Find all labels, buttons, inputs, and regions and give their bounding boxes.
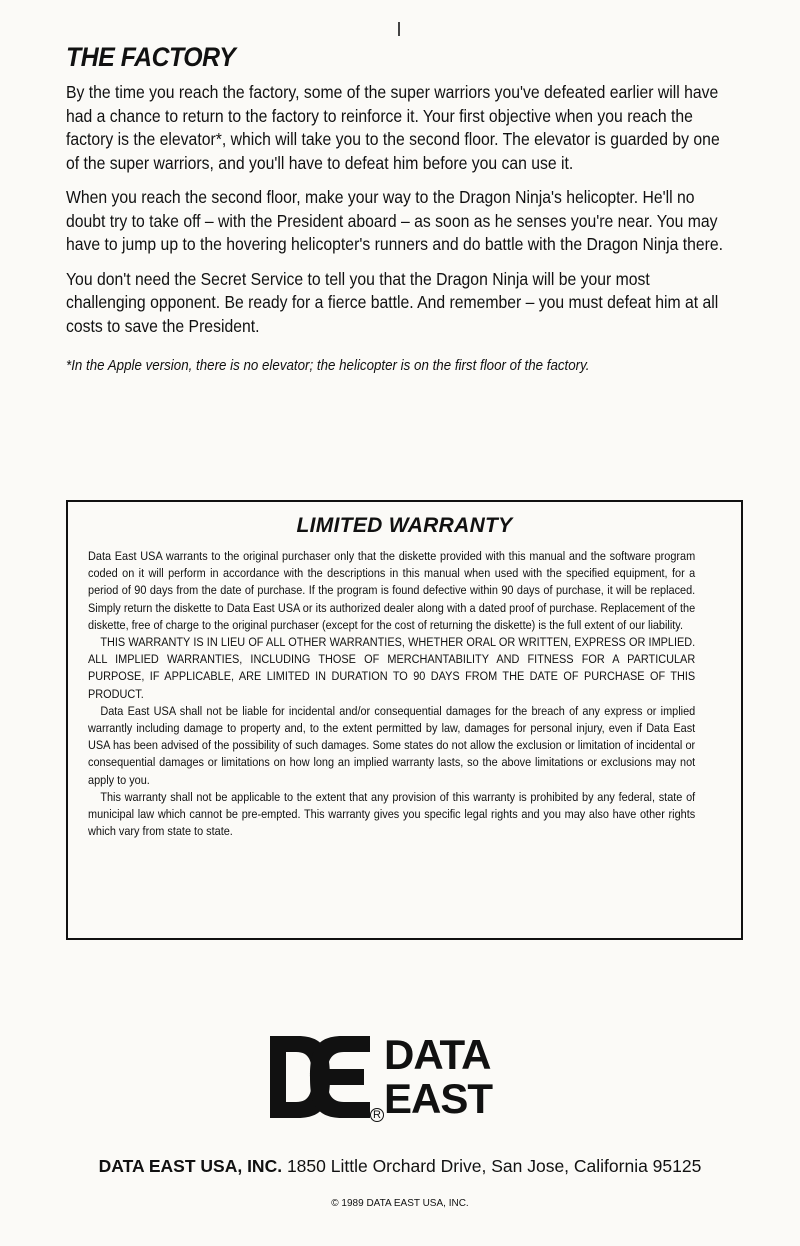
warranty-title: LIMITED WARRANTY bbox=[296, 514, 513, 537]
warranty-paragraph: THIS WARRANTY IS IN LIEU OF ALL OTHER WARRANTIES, WHETHER ORAL OR WRITTEN, EXPRESS OR IMPLIED. ALL IMPLIED WARRANTIES, INCLUDING THOSE OF MERCHANTABILITY AND FITNESS FOR A PARTICULAR PURPOSE, IF APPLICABLE, ARE LIMITED IN DURATION TO 90 DAYS FROM THE DATE OF PURCHASE OF THIS PRODUCT. bbox=[88, 635, 696, 701]
warranty-paragraph: Data East USA shall not be liable for incidental and/or consequential damages for the breach of any express or implied warrantly including damage to property and, to the extent permitted by law, damages for personal injury, even if Data East USA has been advised of the possibility of such damages. Some states do not allow the exclusion or limitation of incidental or consequential damages or limitations on how long an implied warranty lasts, so the above limitations or exclusions may not apply to you. bbox=[88, 703, 696, 787]
paragraph: You don't need the Secret Service to tell you that the Dragon Ninja will be your most challenging opponent. Be ready for a fierce battle. And remember – you must defeat him at all costs to save the President. bbox=[66, 268, 719, 336]
logo-word-east: EAST bbox=[384, 1075, 493, 1122]
section-title: THE FACTORY bbox=[66, 42, 236, 72]
warranty-box bbox=[66, 500, 743, 940]
data-east-logo-mark-icon bbox=[268, 1034, 372, 1120]
registered-mark: R bbox=[370, 1108, 384, 1122]
footnote: *In the Apple version, there is no elevator; the helicopter is on the first floor of the factory. bbox=[66, 358, 590, 374]
copyright-notice: © 1989 DATA EAST USA, INC. bbox=[331, 1198, 469, 1209]
address-line bbox=[0, 1156, 800, 1177]
factory-section bbox=[66, 42, 734, 389]
paragraph: By the time you reach the factory, some of the super warriors you've defeated earlier will have had a chance to return to the factory to reinforce it. Your first objective when you reach the factory is the elevator*, which will take you to the second floor. The elevator is guarded by one of the super warriors, and you'll have to defeat him before you can use it. bbox=[66, 82, 720, 173]
page-mark bbox=[398, 22, 400, 36]
warranty-paragraph: Data East USA warrants to the original purchaser only that the diskette provided with this manual and the software program coded on it will perform in accordance with the descriptions in this manual when used with the specified equipment, for a period of 90 days from the date of purchase. If the program is found defective within 90 days of purchase, it will be replaced. Simply return the diskette to Data East USA or its authorized dealer along with a dated proof of purchase. Replacement of the diskette, free of charge to the original purchaser (except for the cost of returning the diskette) is the full extent of our liability. bbox=[88, 549, 696, 632]
warranty-paragraph: This warranty shall not be applicable to the extent that any provision of this warranty is prohibited by any federal, state of municipal law which cannot be pre-empted. This warranty gives you specific legal rights and you may also have other rights which vary from state to state. bbox=[88, 789, 696, 839]
company-name: DATA EAST USA, INC. bbox=[98, 1156, 283, 1176]
logo-word-data: DATA bbox=[384, 1031, 491, 1078]
street-address: 1850 Little Orchard Drive, San Jose, California 95125 bbox=[286, 1156, 702, 1176]
data-east-logo bbox=[268, 1030, 528, 1122]
paragraph: When you reach the second floor, make your way to the Dragon Ninja's helicopter. He'll no doubt try to take off – with the President aboard – as soon as he senses you're near. You may have to jump up to the hovering helicopter's runners and do battle with the Dragon Ninja there. bbox=[66, 187, 724, 254]
